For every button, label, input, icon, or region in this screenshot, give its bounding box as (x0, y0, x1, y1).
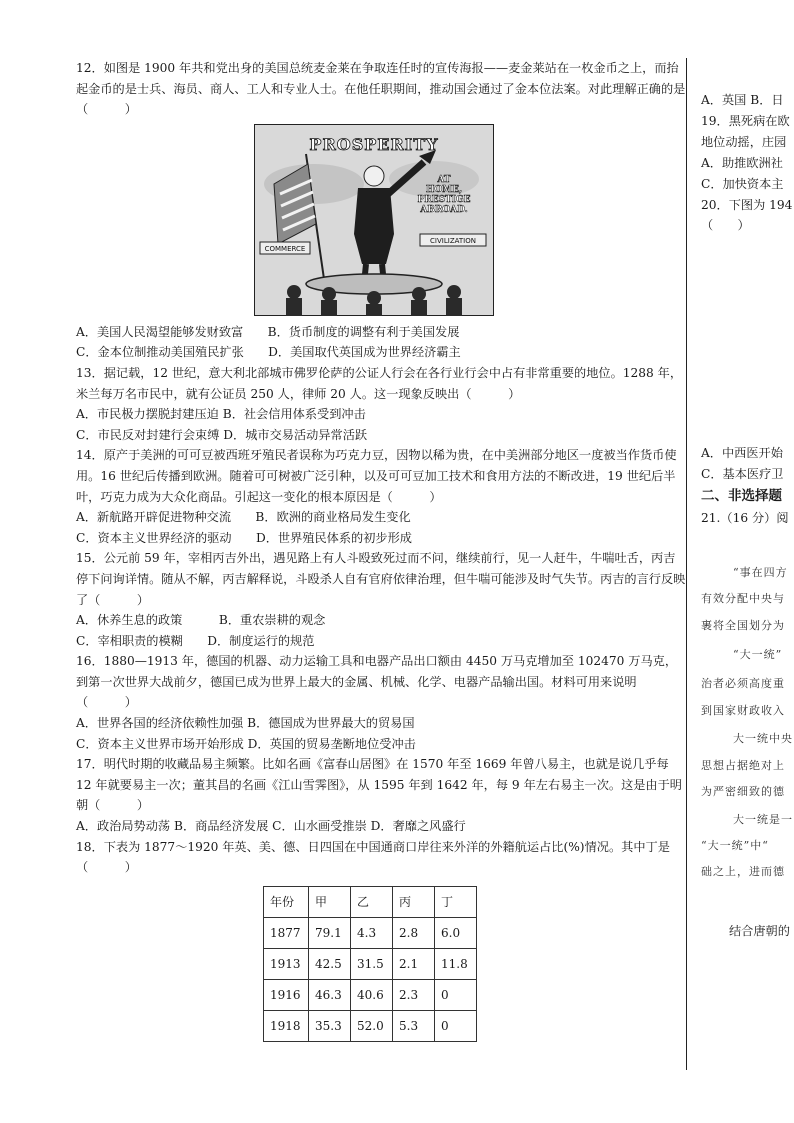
question-12-options-row2: C．金本位制推动美国殖民扩张 D．美国取代英国成为世界经济霸主 (76, 345, 461, 360)
material-quote-line: 为严密细致的德 (701, 785, 785, 798)
material-quote-line: “事在四方 (733, 566, 788, 579)
left-column (76, 58, 686, 1042)
section-heading: 二、非选择题 (701, 488, 782, 504)
poster-text-home: HOME, (425, 184, 463, 195)
table-header-cell: 年份 (264, 886, 309, 917)
table-cell: 1877 (264, 917, 309, 948)
table-cell: 6.0 (435, 917, 477, 948)
question-12 (76, 58, 686, 363)
material-quote-line: 到国家财政收入 (701, 704, 785, 717)
table-cell: 11.8 (435, 948, 477, 979)
right-line: A．助推欧洲社 (701, 156, 783, 170)
question-13-options-row1: A．市民极力摆脱封建压迫 B．社会信用体系受到冲击 (76, 407, 366, 422)
material-quote-line: 裹将全国划分为 (701, 619, 785, 632)
poster-text-abroad: ABROAD. (420, 204, 468, 215)
question-18 (76, 837, 686, 1042)
question-15 (76, 548, 686, 651)
material-quote-line: 有效分配中央与 (701, 592, 785, 605)
right-line: C．加快资本主 (701, 177, 784, 191)
right-line: A．中西医开始 (701, 446, 783, 460)
right-column-cropped (701, 0, 794, 1123)
table-cell: 2.8 (393, 917, 435, 948)
table-cell: 1913 (264, 948, 309, 979)
table-row (264, 948, 477, 979)
table-header-cell: 丙 (393, 886, 435, 917)
question-12-stem: 12．如图是 1900 年共和党出身的美国总统麦金莱在争取连任时的宣传海报——麦金莱站在一枚金币之上，而抬起金币的是士兵、海员、商人、工人和专业人士。在他任职期间，推动国会通过了金本位法案。对此理解正确的是（ ） (76, 61, 686, 117)
question-13-stem: 13．据记载，12 世纪，意大利北部城市佛罗伦萨的公证人行会在各行业行会中占有非常重要的地位。1288 年，米兰每万名市民中，就有公证员 250 人，律师 20 人。这一现象反映出（ ） (76, 365, 683, 401)
material-quote-line: 大一统是一 (733, 813, 793, 826)
question-14-options-row1: A．新航路开辟促进物种交流 B．欧洲的商业格局发生变化 (76, 510, 411, 525)
question-14-options-row2: C．资本主义世界经济的驱动 D．世界殖民体系的初步形成 (76, 530, 412, 545)
table-row (264, 979, 477, 1010)
table-cell: 1918 (264, 1010, 309, 1041)
material-quote-line: 思想占据绝对上 (701, 759, 785, 772)
table-cell: 5.3 (393, 1010, 435, 1041)
table-cell: 0 (435, 1010, 477, 1041)
question-12-options-row1: A．美国人民渴望能够发财致富 B．货币制度的调整有利于美国发展 (76, 324, 460, 339)
question-18-stem: 18．下表为 1877～1920 年英、美、德、日四国在中国通商口岸往来外洋的外籍航运占比(%)情况。其中丁是（ ） (76, 839, 670, 875)
table-cell: 46.3 (309, 979, 351, 1010)
poster-banner-civilization: CIVILIZATION (430, 236, 476, 245)
material-quote-line: “大一统” (733, 648, 783, 661)
material-quote-line: “大一统”中“ (701, 839, 769, 852)
question-17-options-row1: A．政治局势动荡 B．商品经济发展 C．山水画受推崇 D．奢靡之风盛行 (76, 819, 466, 834)
right-line: 地位动摇，庄园 (701, 135, 787, 149)
table-cell: 79.1 (309, 917, 351, 948)
poster-text-prestige: PRESTIGE (417, 194, 471, 205)
material-quote-line: 治者必须高度重 (701, 677, 785, 690)
table-cell: 0 (435, 979, 477, 1010)
table-header-row (264, 886, 477, 917)
column-divider (686, 58, 687, 1070)
right-line: 19．黑死病在欧 (701, 114, 790, 128)
question-13 (76, 363, 686, 445)
right-line: A．英国 B．日 (701, 93, 784, 107)
shipping-share-table (263, 886, 477, 1042)
table-cell: 31.5 (351, 948, 393, 979)
question-17-stem: 17．明代时期的收藏品易主频繁。比如名画《富春山居图》在 1570 年至 1669 年曾八易主，也就是说几乎每 12 年就要易主一次；董其昌的名画《江山雪霁图》，从 1595 年到 1642 年，每 9 年左右易主一次。这是由于明朝（ ） (76, 757, 682, 813)
table-cell: 2.1 (393, 948, 435, 979)
right-line: C．基本医疗卫 (701, 467, 784, 481)
question-16-stem: 16．1880—1913 年，德国的机器、动力运输工具和电器产品出口额由 4450 万马克增加至 102470 万马克，到第一次世界大战前夕，德国已成为世界上最大的金属、机械、化学、电器产品输出国。材料可用来说明（ ） (76, 654, 678, 710)
table-cell: 2.3 (393, 979, 435, 1010)
right-line: 20．下图为 194 (701, 198, 793, 212)
table-header-cell: 甲 (309, 886, 351, 917)
table-header-cell: 乙 (351, 886, 393, 917)
table-header-cell: 丁 (435, 886, 477, 917)
question-15-options-row2: C．宰相职责的模糊 D．制度运行的规范 (76, 633, 315, 648)
poster-banner-commerce: COMMERCE (264, 244, 306, 253)
right-line: （ ） (701, 218, 750, 232)
right-line: 结合唐朝的 (729, 924, 790, 938)
question-15-options-row1: A．休养生息的政策 B．重农崇耕的观念 (76, 613, 326, 628)
question-16 (76, 651, 686, 754)
question-13-options-row2: C．市民反对封建行会束缚 D．城市交易活动异常活跃 (76, 427, 368, 442)
question-17 (76, 754, 686, 836)
poster-title: PROSPERITY (309, 134, 439, 154)
material-quote-line: 础之上，进而德 (701, 865, 785, 878)
table-cell: 40.6 (351, 979, 393, 1010)
table-row (264, 1010, 477, 1041)
mckinley-poster-image (254, 124, 494, 316)
table-cell: 52.0 (351, 1010, 393, 1041)
question-14-stem: 14．原产于美洲的可可豆被西班牙殖民者误称为巧克力豆，因物以稀为贵，在中美洲部分地区一度被当作货币使用。16 世纪后传播到欧洲。随着可可树被广泛引种，以及可可豆加工技术和食用方法的不断改进，19 世纪后半叶，巧克力成为大众化商品。引起这一变化的根本原因是（ ） (76, 448, 677, 504)
poster-text-at: AT (437, 174, 451, 185)
material-quote-line: 大一统中央 (733, 732, 793, 745)
table-cell: 35.3 (309, 1010, 351, 1041)
table-row (264, 917, 477, 948)
question-16-options-row2: C．资本主义世界市场开始形成 D．英国的贸易垄断地位受冲击 (76, 736, 416, 751)
table-cell: 1916 (264, 979, 309, 1010)
right-line: 21.（16 分）阅 (701, 511, 789, 525)
table-cell: 4.3 (351, 917, 393, 948)
table-cell: 42.5 (309, 948, 351, 979)
question-14 (76, 445, 686, 548)
question-15-stem: 15．公元前 59 年，宰相丙吉外出，遇见路上有人斗殴致死过而不问，继续前行，见一人赶牛，牛喘吐舌，丙吉停下问询详情。随从不解，丙吉解释说，斗殴杀人自有官府依律治理，但牛喘可能涉及时气失节。丙吉的言行反映了（ ） (76, 551, 686, 607)
question-16-options-row1: A．世界各国的经济依赖性加强 B．德国成为世界最大的贸易国 (76, 716, 415, 731)
